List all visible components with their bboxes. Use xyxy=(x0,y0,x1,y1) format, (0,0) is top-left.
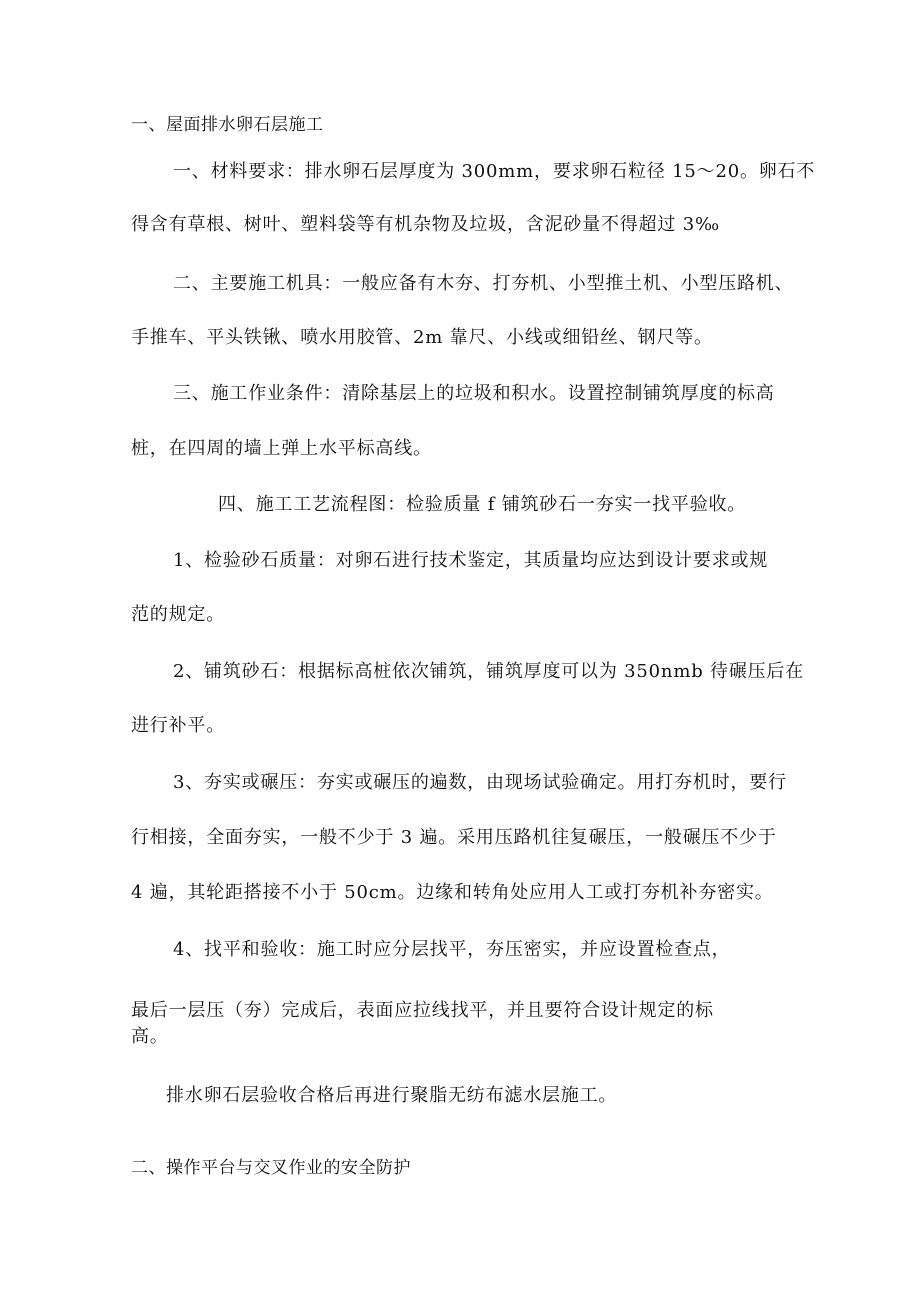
paragraph-leveling-line-3: 高。 xyxy=(131,1026,169,1047)
paragraph-paving-line-2: 进行补平。 xyxy=(131,715,225,736)
paragraph-compaction-line-3: 4 遍，其轮距搭接不小于 50cm。边缘和转角处应用人工或打夯机补夯密实。 xyxy=(131,882,774,903)
section-1-heading: 一、屋面排水卵石层施工 xyxy=(131,115,324,135)
paragraph-tools-line-2: 手推车、平头铁锹、喷水用胶管、2m 靠尺、小线或细铅丝、钢尺等。 xyxy=(131,327,713,348)
paragraph-conditions-line-2: 桩，在四周的墙上弹上水平标高线。 xyxy=(131,438,432,459)
paragraph-conditions-line-1: 三、施工作业条件：清除基层上的垃圾和积水。设置控制铺筑厚度的标高 xyxy=(173,383,775,404)
paragraph-materials-line-2: 得含有草根、树叶、塑料袋等有机杂物及垃圾，含泥砂量不得超过 3‰ xyxy=(131,214,720,235)
paragraph-leveling-line-1: 4、找平和验收：施工时应分层找平，夯压密实，并应设置检查点， xyxy=(173,939,731,960)
paragraph-paving-line-1: 2、铺筑砂石：根据标高桩依次铺筑，铺筑厚度可以为 350nmb 待碾压后在 xyxy=(173,661,805,682)
paragraph-materials-line-1: 一、材料要求：排水卵石层厚度为 300mm，要求卵石粒径 15～20。卵石不 xyxy=(173,161,816,182)
paragraph-tools-line-1: 二、主要施工机具：一般应备有木夯、打夯机、小型推土机、小型压路机、 xyxy=(173,273,794,294)
paragraph-process-flow: 四、施工工艺流程图：检验质量 f 铺筑砂石一夯实一找平验收。 xyxy=(218,494,747,515)
paragraph-inspect-line-2: 范的规定。 xyxy=(131,604,225,625)
paragraph-compaction-line-2: 行相接，全面夯实，一般不少于 3 遍。采用压路机往复碾压，一般碾压不少于 xyxy=(131,827,777,848)
paragraph-compaction-line-1: 3、夯实或碾压：夯实或碾压的遍数，由现场试验确定。用打夯机时，要行 xyxy=(173,772,787,793)
paragraph-inspect-line-1: 1、检验砂石质量：对卵石进行技术鉴定，其质量均应达到设计要求或规 xyxy=(173,550,769,571)
section-2-heading: 二、操作平台与交叉作业的安全防护 xyxy=(131,1158,411,1178)
paragraph-next-step: 排水卵石层验收合格后再进行聚脂无纺布滤水层施工。 xyxy=(166,1085,618,1106)
paragraph-leveling-line-2: 最后一层压（夯）完成后，表面应拉线找平，并且要符合设计规定的标 xyxy=(131,1000,714,1021)
